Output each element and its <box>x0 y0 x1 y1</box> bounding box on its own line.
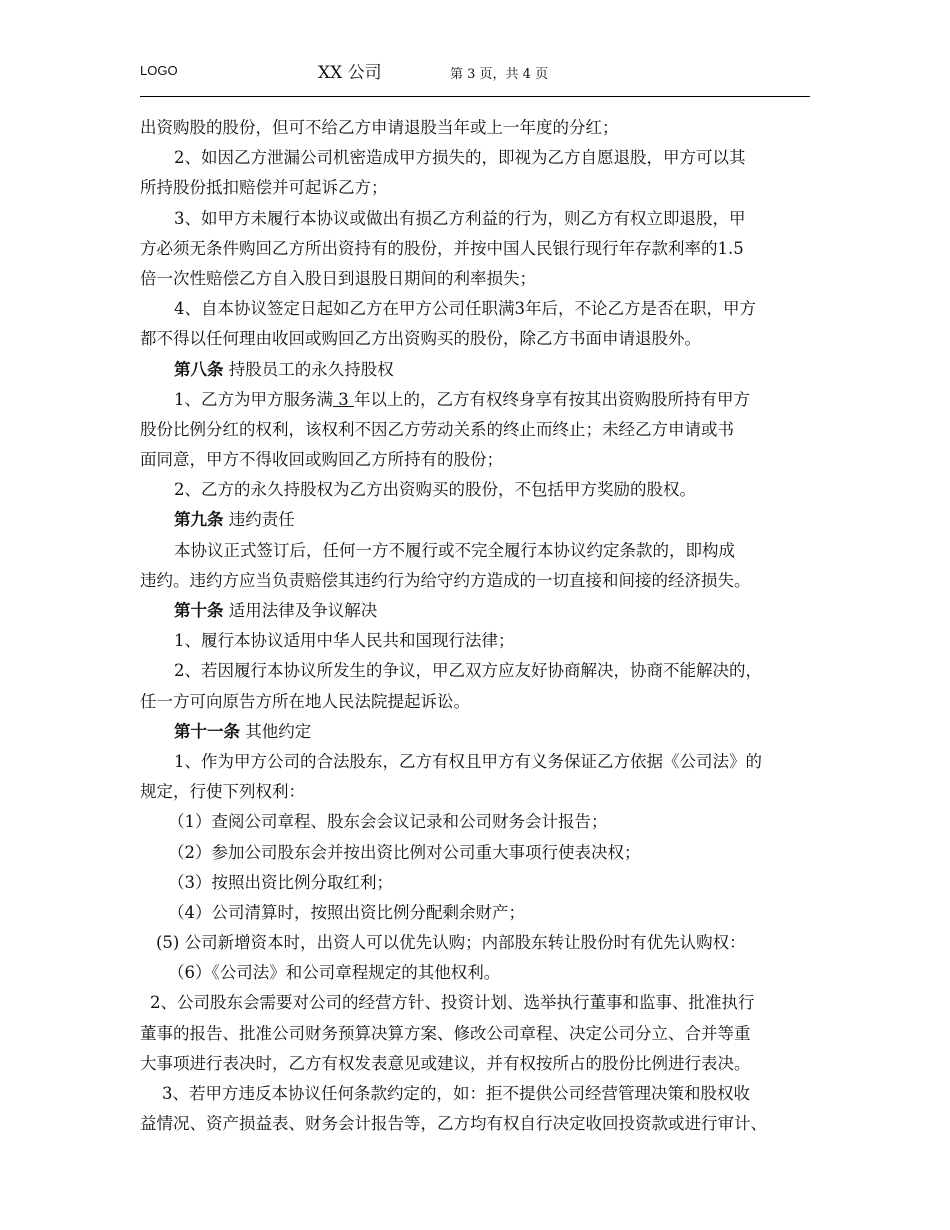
body-line: 2、乙方的永久持股权为乙方出资购买的股份，不包括甲方奖励的股权。 <box>174 480 696 500</box>
list-item: (5) 公司新增资本时，出资人可以优先认购；内部股东转让股份时有优先认购权： <box>156 933 746 953</box>
body-line: 规定，行使下列权利： <box>140 782 305 802</box>
body-line: 3、如甲方未履行本协议或做出有损乙方利益的行为，则乙方有权立即退股，甲 <box>174 208 746 228</box>
article-title: 其他约定 <box>245 721 312 741</box>
document-body <box>140 113 812 1139</box>
article-title: 适用法律及争议解决 <box>228 601 378 620</box>
body-line: 董事的报告、批准公司财务预算决算方案、修改公司章程、决定公司分立、合并等重 <box>140 1023 751 1043</box>
text-run: 1、乙方为甲方服务满 <box>174 389 333 409</box>
text-run: 年以上的，乙方有权终身享有按其出资购股所持有甲方 <box>354 389 750 409</box>
body-line: 任一方可向原告方所在地人民法院提起诉讼。 <box>140 691 470 711</box>
article-label: 第八条 <box>174 359 224 379</box>
body-line: 大事项进行表决时，乙方有权发表意见或建议，并有权按所占的股份比例进行表决。 <box>140 1053 751 1073</box>
body-line: 面同意，甲方不得收回或购回乙方所持有的股份； <box>140 450 503 470</box>
list-item: （2）参加公司股东会并按出资比例对公司重大事项行使表决权； <box>168 842 641 862</box>
article-label: 第十一条 <box>174 721 240 741</box>
underlined-number: 3 <box>333 389 354 409</box>
article-heading <box>140 505 812 535</box>
body-line: 益情况、资产损益表、财务会计报告等，乙方均有权自行决定收回投资款或进行审计、 <box>140 1114 767 1134</box>
body-line: 股份比例分红的权利，该权利不因乙方劳动关系的终止而终止；未经乙方申请或书 <box>140 419 734 439</box>
article-label: 第九条 <box>174 510 224 530</box>
body-line <box>140 385 812 415</box>
body-line: 违约。违约方应当负责赔偿其违约行为给守约方造成的一切直接和间接的经济损失。 <box>140 570 751 590</box>
article-heading <box>140 355 812 385</box>
body-line: 倍一次性赔偿乙方自入股日到退股日期间的利率损失； <box>140 268 536 288</box>
body-line: 出资购股的股份，但可不给乙方申请退股当年或上一年度的分红； <box>140 118 619 137</box>
article-title: 持股员工的永久持股权 <box>228 359 394 379</box>
page-header <box>140 58 810 86</box>
body-line: 4、自本协议签定日起如乙方在甲方公司任职满3年后，不论乙方是否在职，甲方 <box>174 299 756 319</box>
body-line: 都不得以任何理由收回或购回乙方出资购买的股份，除乙方书面申请退股外。 <box>140 329 701 349</box>
list-item: （6）《公司法》和公司章程规定的其他权利。 <box>168 963 501 983</box>
body-line: 2、如因乙方泄漏公司机密造成甲方损失的，即视为乙方自愿退股，甲方可以其 <box>174 148 746 168</box>
list-item: （1）查阅公司章程、股东会会议记录和公司财务会计报告； <box>168 812 608 832</box>
company-name: XX 公司 <box>318 63 382 83</box>
body-line: 2、公司股东会需要对公司的经营方针、投资计划、选举执行董事和监事、批准执行 <box>150 993 755 1013</box>
article-heading <box>140 596 812 626</box>
list-item: （3）按照出资比例分取红利； <box>168 872 393 892</box>
header-rule <box>140 96 810 97</box>
body-line: 本协议正式签订后，任何一方不履行或不完全履行本协议约定条款的，即构成 <box>174 540 735 560</box>
list-item: （4）公司清算时，按照出资比例分配剩余财产； <box>168 902 525 922</box>
body-line: 3、若甲方违反本协议任何条款约定的，如：拒不提供公司经营管理决策和股权收 <box>162 1084 750 1103</box>
logo-text: LOGO <box>140 63 178 78</box>
article-title: 违约责任 <box>228 510 295 530</box>
body-line: 1、作为甲方公司的合法股东，乙方有权且甲方有义务保证乙方依据《公司法》的 <box>174 751 762 771</box>
page-number: 第 3 页，共 4 页 <box>450 67 549 82</box>
article-label: 第十条 <box>174 601 224 620</box>
body-line: 1、履行本协议适用中华人民共和国现行法律； <box>174 631 515 651</box>
body-line: 所持股份抵扣赔偿并可起诉乙方； <box>140 178 388 198</box>
article-heading <box>140 717 812 747</box>
body-line: 方必须无条件购回乙方所出资持有的股份，并按中国人民银行现行年存款利率的1.5 <box>140 238 744 258</box>
body-line: 2、若因履行本协议所发生的争议，甲乙双方应友好协商解决，协商不能解决的， <box>174 661 762 681</box>
